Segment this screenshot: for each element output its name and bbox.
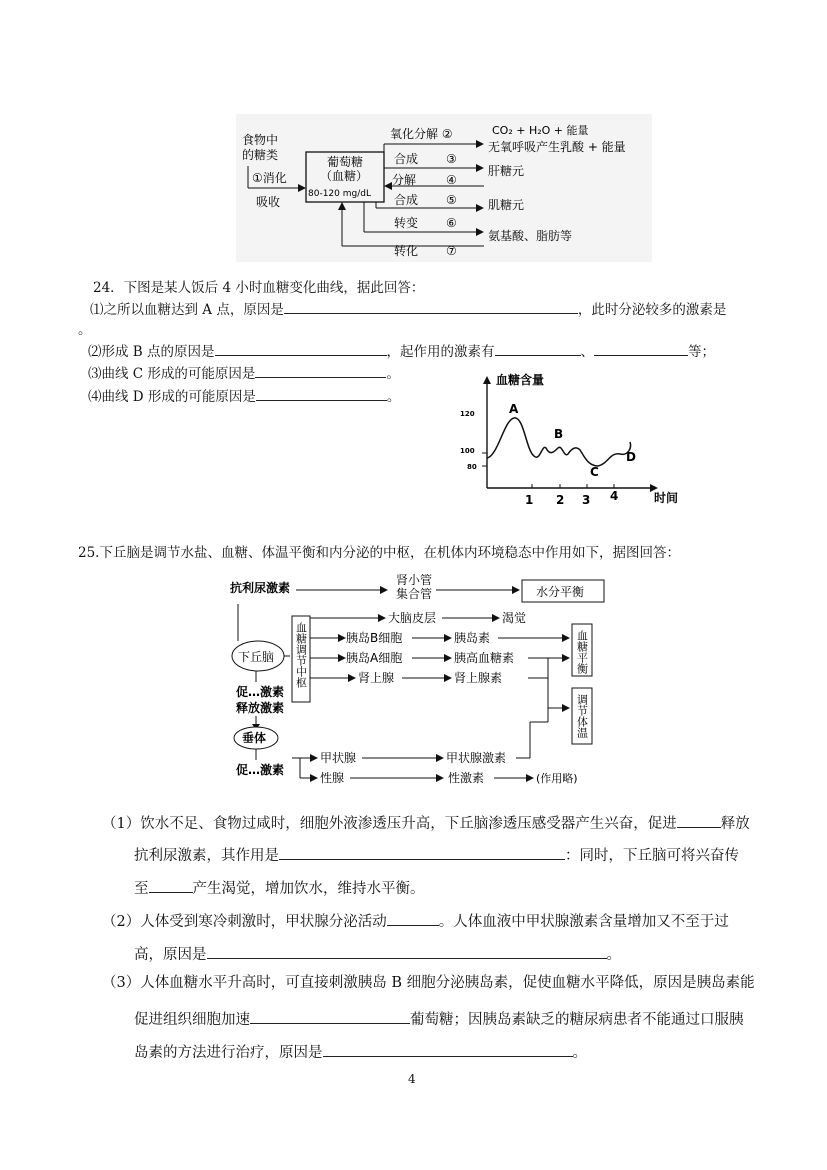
collecting-duct: 集合管 (396, 587, 433, 601)
q25-s3-text-c: 葡萄糖；因胰岛素缺乏的糖尿病患者不能通过口服胰 (410, 1012, 744, 1028)
q24-part2-text-d: 等； (688, 344, 716, 360)
adrenal-gland: 肾上腺 (358, 671, 395, 685)
q24-part2-text-b: ，起作用的激素有 (386, 344, 495, 360)
branch-synth-1-num: ③ (446, 152, 457, 166)
q25-s3-text-b: 促进组织细胞加速 (134, 1012, 250, 1028)
result-muscle-glycogen: 肌糖元 (488, 198, 525, 212)
temp-regulation: 调节体温 (575, 694, 589, 738)
point-b: B (554, 427, 564, 441)
q24-part1-text-a: ⑴之所以血糖达到 A 点，原因是 (90, 302, 284, 318)
sex-hormone-label: 性激素 (448, 771, 485, 785)
q24-blank-2[interactable] (215, 341, 387, 356)
branch-convert: 转化 (394, 244, 419, 258)
branch-synth-2: 合成 (394, 193, 419, 207)
q25-blank-1[interactable] (677, 813, 721, 828)
digest-label: ①消化 (252, 171, 287, 185)
point-c: C (590, 465, 599, 479)
q24-blank-5[interactable] (255, 363, 386, 378)
q25-blank-2[interactable] (279, 845, 565, 860)
q24-blank-1[interactable] (284, 299, 578, 314)
point-a: A (509, 402, 519, 416)
q25-s1-text-a: （1）饮水不足、食物过咸时，细胞外液渗透压升高，下丘脑渗透压感受器产生兴奋，促进 (102, 816, 677, 832)
q25-s1-text-b: 释放 (720, 816, 750, 832)
q25-s2-text-d: 。 (606, 947, 621, 963)
branch-decompose: 分解 (392, 173, 417, 187)
q25-s2-line2 (134, 944, 621, 963)
q25-stem: 25.下丘脑是调节水盐、血糖、体温平衡和内分泌的中枢，在机体内环境稳态中作用如下，据图回答： (78, 545, 680, 561)
q24-stem: 24．下图是某人饭后 4 小时血糖变化曲线，据此回答： (93, 280, 425, 296)
branch-transform-num: ⑥ (446, 216, 457, 230)
q25-blank-4[interactable] (387, 911, 439, 926)
chart-ylabel: 血糖含量 (496, 373, 545, 387)
glucagon-label: 胰高血糖素 (454, 651, 515, 665)
islet-b-cell: 胰岛B细胞 (346, 631, 403, 645)
branch-decompose-num: ④ (446, 173, 457, 187)
insulin-label: 胰岛素 (454, 631, 491, 645)
branch-convert-num: ⑦ (446, 244, 457, 258)
glucose-subtitle: （血糖） (320, 169, 369, 183)
q24-part2-text-c: 、 (580, 344, 595, 360)
absorb-label: 吸收 (256, 195, 281, 209)
adh-label: 抗利尿激素 (230, 581, 291, 595)
glucose-title: 葡萄糖 (327, 155, 364, 169)
water-balance: 水分平衡 (536, 585, 585, 599)
kidney-tubule: 肾小管 (396, 574, 433, 587)
branch-transform: 转变 (394, 216, 419, 230)
glucose-range: 80-120 mg/dL (308, 189, 371, 199)
q24-part2 (88, 340, 715, 360)
food-label-1: 食物中 (242, 133, 279, 147)
q25-blank-6[interactable] (250, 1009, 410, 1024)
blood-glucose-chart (448, 368, 684, 506)
result-amino-fat: 氨基酸、脂肪等 (488, 229, 573, 243)
q24-part4-text-a: ⑷曲线 D 形成的可能原因是 (88, 389, 256, 405)
glucose-center-label: 血糖调节中枢 (294, 622, 308, 688)
thyroid-gland: 甲状腺 (320, 751, 357, 765)
q24-blank-3[interactable] (495, 341, 581, 356)
branch-oxidation: 氧化分解 ② (390, 127, 453, 141)
q25-s1-text-f: 产生渴觉，增加饮水，维持水平衡。 (192, 881, 425, 897)
q25-blank-5[interactable] (207, 944, 607, 959)
q24-part1-end: 。 (78, 322, 92, 338)
point-d: D (626, 450, 636, 464)
x-tick-4: 4 (610, 489, 619, 503)
y-tick-100: 100 (460, 447, 475, 455)
q25-s3-line2 (134, 1009, 744, 1028)
q25-s3-line3 (134, 1042, 587, 1061)
q25-s2-line1 (102, 911, 729, 930)
pituitary-label: 垂体 (242, 731, 267, 745)
x-tick-3: 3 (582, 493, 591, 506)
q25-s2-text-b: 。人体血液中甲状腺激素含量增加又不至于过 (438, 914, 729, 930)
q24-part1 (90, 298, 726, 318)
x-tick-1: 1 (525, 493, 534, 506)
hypothalamus-diagram (230, 574, 616, 786)
result-co2: CO₂ + H₂O + 能量 (492, 124, 589, 137)
gonad-label: 性腺 (320, 771, 345, 785)
q25-s1-text-e: 至 (134, 881, 149, 897)
result-lactate: 无氧呼吸产生乳酸 + 能量 (488, 140, 626, 154)
result-liver-glycogen: 肝糖元 (488, 164, 525, 178)
q24-blank-4[interactable] (594, 341, 688, 356)
q25-blank-3[interactable] (149, 878, 193, 893)
q24-part4 (88, 385, 400, 405)
q25-s1-line2 (134, 845, 739, 864)
q24-part3-text-b: 。 (386, 366, 400, 382)
tropic-hormone: 促…激素 (236, 763, 285, 777)
islet-a-cell: 胰岛A细胞 (346, 651, 403, 665)
glucose-curve (487, 418, 631, 466)
cerebral-cortex: 大脑皮层 (388, 611, 437, 625)
releasing-hormone-2: 释放激素 (236, 701, 285, 715)
thirst-label: 渴觉 (502, 611, 527, 625)
q24-part3-text-a: ⑶曲线 C 形成的可能原因是 (88, 366, 256, 382)
q24-part1-text-b: ，此时分泌较多的激素是 (577, 302, 727, 318)
y-tick-120: 120 (460, 410, 475, 418)
q24-blank-6[interactable] (256, 386, 387, 401)
releasing-hormone-1: 促…激素 (236, 685, 285, 699)
q25-s2-text-a: （2）人体受到寒冷刺激时，甲状腺分泌活动 (102, 914, 387, 930)
page-number: 4 (408, 1072, 416, 1086)
y-tick-80: 80 (467, 463, 477, 471)
q25-s3-text-d: 岛素的方法进行治疗，原因是 (134, 1045, 323, 1061)
hypothalamus-label: 下丘脑 (238, 650, 275, 664)
q24-part2-text-a: ⑵形成 B 点的原因是 (88, 344, 215, 360)
q25-s1-text-c: 抗利尿激素，其作用是 (134, 848, 279, 864)
branch-synth-1: 合成 (394, 152, 419, 166)
omitted-label: (作用略) (536, 772, 578, 785)
q25-s1-line1 (102, 813, 750, 832)
q24-part4-text-b: 。 (386, 389, 401, 405)
adrenaline-label: 肾上腺素 (454, 671, 503, 685)
q25-s3-line1: （3）人体血糖水平升高时，可直接刺激胰岛 B 细胞分泌胰岛素，促使血糖水平降低，原因是胰岛素能 (102, 975, 755, 991)
chart-xlabel: 时间 (654, 491, 679, 505)
q25-blank-7[interactable] (323, 1042, 573, 1057)
q25-s1-text-d: ：同时，下丘脑可将兴奋传 (565, 848, 739, 864)
q25-s2-text-c: 高，原因是 (134, 947, 207, 963)
glucose-metabolism-diagram (236, 114, 652, 262)
glucose-balance: 血糖平衡 (575, 630, 589, 674)
food-label-2: 的糖类 (242, 148, 279, 162)
q25-s3-text-e: 。 (572, 1045, 587, 1061)
x-tick-2: 2 (556, 493, 565, 506)
q24-part3 (88, 362, 400, 382)
q25-s1-line3 (134, 878, 425, 897)
thyroxine-label: 甲状腺激素 (446, 751, 507, 765)
branch-synth-2-num: ⑤ (446, 193, 457, 207)
